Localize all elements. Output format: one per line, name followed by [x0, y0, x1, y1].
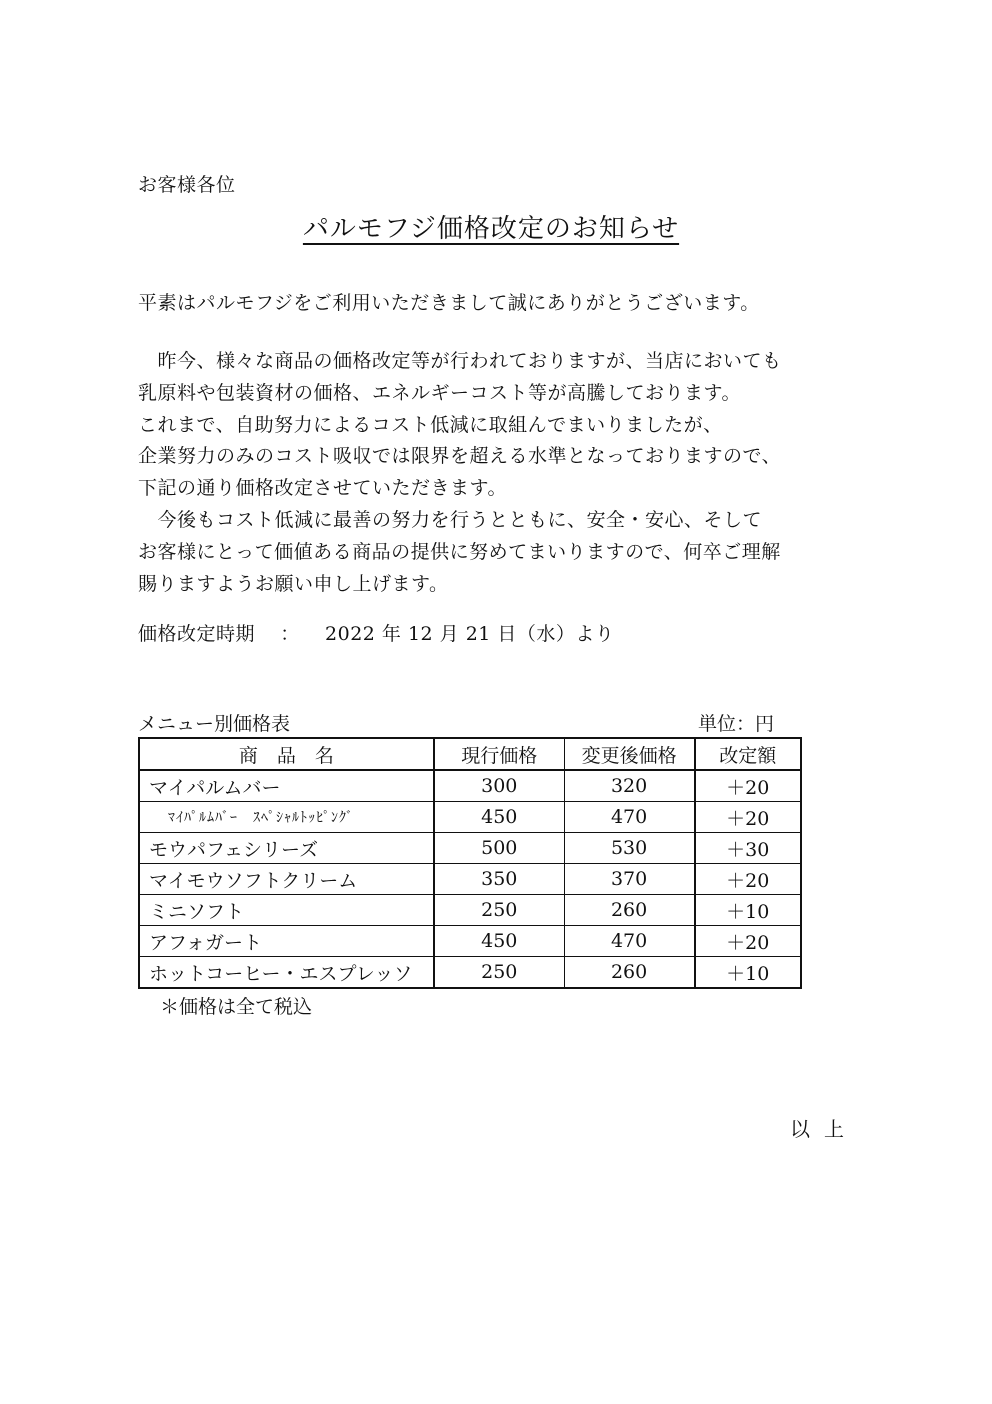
price-change-cell: ＋20: [695, 802, 801, 833]
product-name-cell: ﾏｲﾊﾟﾙﾑﾊﾞｰ ｽﾍﾟｼｬﾙﾄｯﾋﾟﾝｸﾞ: [139, 802, 434, 833]
body-line: 今後もコスト低減に最善の努力を行うとともに、安全・安心、そして: [138, 508, 763, 531]
price-change-cell: ＋10: [695, 895, 801, 926]
product-name-cell: アフォガート: [139, 926, 434, 957]
header-current-price: 現行価格: [434, 738, 564, 770]
table-caption: メニュー別価格表: [138, 713, 291, 735]
product-name-cell: ホットコーヒー・エスプレッソ: [139, 957, 434, 989]
new-price-cell: 530: [564, 833, 694, 864]
header-price-change: 改定額: [695, 738, 801, 770]
price-change-cell: ＋20: [695, 770, 801, 802]
current-price-cell: 300: [434, 770, 564, 802]
header-product-name: 商 品 名: [139, 738, 434, 770]
body-line: 乳原料や包装資材の価格、エネルギーコスト等が高騰しております。: [138, 381, 741, 404]
body-paragraph: [138, 346, 838, 600]
body-line: お客様にとって価値ある商品の提供に努めてまいりますので、何卒ご理解: [138, 540, 781, 563]
effective-date-value: 2022 年 12 月 21 日（水）より: [325, 623, 615, 645]
table-row: [139, 864, 801, 895]
closing-mark: 以上: [790, 1117, 858, 1141]
current-price-cell: 450: [434, 926, 564, 957]
table-row: [139, 770, 801, 802]
table-row: [139, 926, 801, 957]
body-line: 下記の通り価格改定させていただきます。: [138, 477, 507, 500]
salutation: お客様各位: [138, 174, 236, 196]
price-change-cell: ＋10: [695, 957, 801, 989]
product-name-cell: モウパフェシリーズ: [139, 833, 434, 864]
table-row: [139, 957, 801, 989]
price-change-cell: ＋20: [695, 864, 801, 895]
price-table: [138, 737, 802, 989]
current-price-cell: 250: [434, 895, 564, 926]
body-line: 昨今、様々な商品の価格改定等が行われておりますが、当店においても: [138, 350, 782, 372]
product-name-cell: マイモウソフトクリーム: [139, 864, 434, 895]
new-price-cell: 260: [564, 957, 694, 989]
greeting-line: 平素はパルモフジをご利用いただきまして誠にありがとうございます。: [138, 292, 760, 314]
current-price-cell: 350: [434, 864, 564, 895]
effective-date-label: 価格改定時期: [138, 623, 256, 645]
new-price-cell: 320: [564, 770, 694, 802]
new-price-cell: 370: [564, 864, 694, 895]
current-price-cell: 250: [434, 957, 564, 989]
product-name-cell: ミニソフト: [139, 895, 434, 926]
table-row: [139, 802, 801, 833]
table-row: [139, 833, 801, 864]
current-price-cell: 450: [434, 802, 564, 833]
price-change-cell: ＋30: [695, 833, 801, 864]
price-change-cell: ＋20: [695, 926, 801, 957]
body-line: 企業努力のみのコスト吸収では限界を超える水準となっておりますので、: [138, 445, 782, 468]
page-title: パルモフジ価格改定のお知らせ: [302, 214, 680, 244]
tax-footnote: ＊価格は全て税込: [160, 996, 313, 1018]
effective-date-line: [138, 619, 614, 646]
header-new-price: 変更後価格: [564, 738, 694, 770]
current-price-cell: 500: [434, 833, 564, 864]
table-unit: 単位：円: [698, 713, 775, 735]
new-price-cell: 260: [564, 895, 694, 926]
table-row: [139, 895, 801, 926]
new-price-cell: 470: [564, 802, 694, 833]
product-name-cell: マイパルムバー: [139, 770, 434, 802]
table-header-row: [139, 738, 801, 770]
page-title-wrapper: [0, 208, 992, 245]
body-line: これまで、自助努力によるコスト低減に取組んでまいりましたが、: [138, 413, 723, 436]
effective-date-separator: ：: [280, 623, 300, 645]
new-price-cell: 470: [564, 926, 694, 957]
body-line: 賜りますようお願い申し上げます。: [138, 572, 449, 595]
